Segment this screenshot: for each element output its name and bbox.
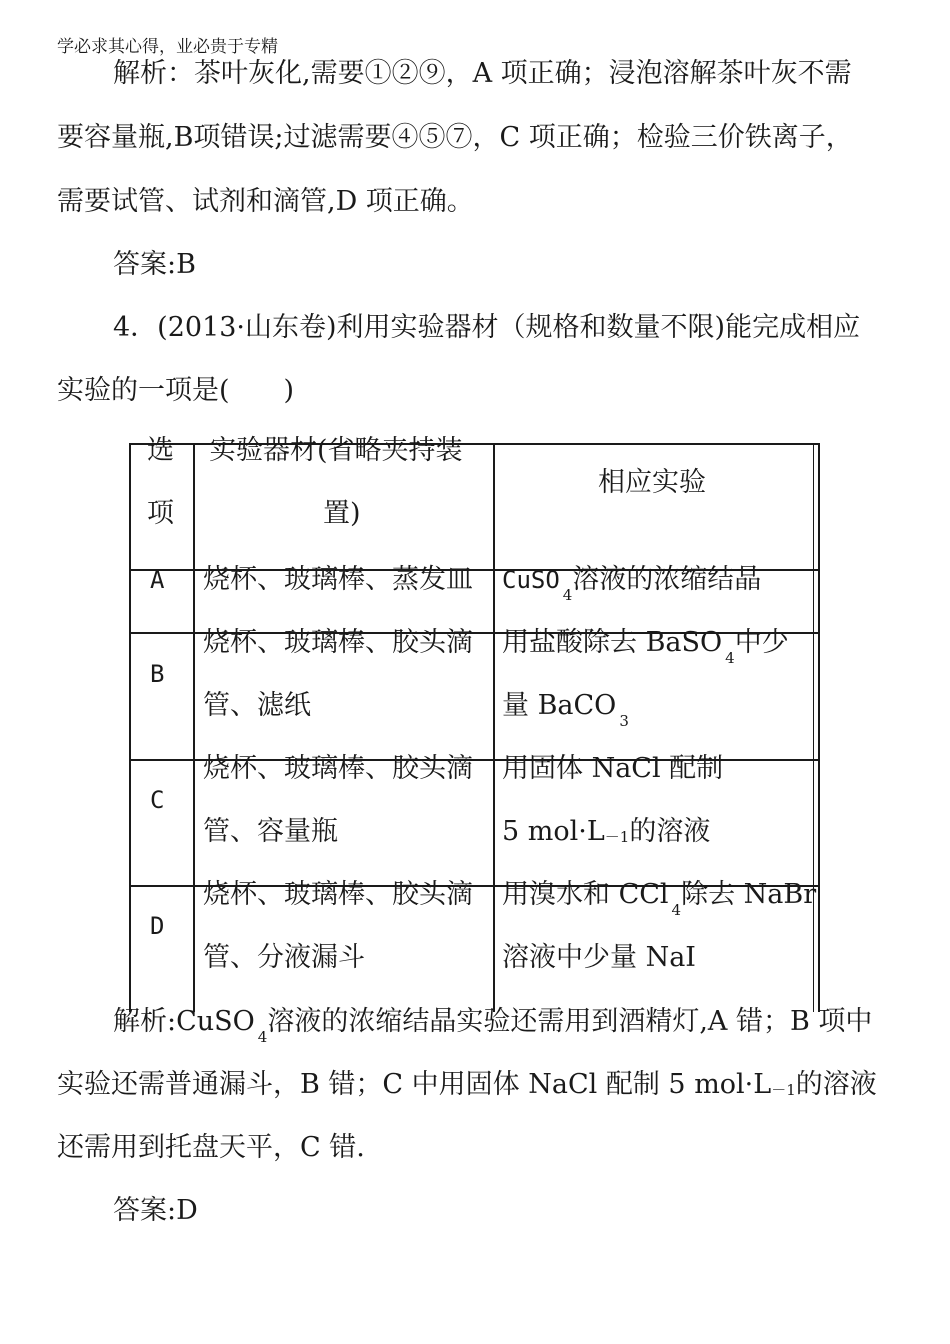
- analysis-text-3: 实验还需普通漏斗，B 错；C 中用固体 NaCl 配制 5 mol·L: [57, 1069, 772, 1100]
- analysis-line-2: [57, 1067, 877, 1106]
- row-b-equipment-line-2: 管、滤纸: [203, 690, 311, 721]
- table-col-divider-1: [193, 443, 195, 1012]
- row-d-experiment-text-2: 除去 NaBr: [681, 879, 817, 910]
- row-b-experiment-subscript-1: 4: [725, 649, 735, 667]
- row-c-experiment-line-2: [502, 814, 710, 853]
- row-a-equipment: 烧杯、玻璃棒、蒸发皿: [203, 564, 473, 595]
- row-d-experiment-text-1: 用溴水和 CCl: [502, 879, 669, 910]
- row-b-experiment-text-3: 量 BaCO: [502, 690, 617, 721]
- question-line-2: 实验的一项是( ): [57, 375, 295, 406]
- table-col-divider-2: [493, 443, 495, 1012]
- row-d-equipment-line-1: 烧杯、玻璃棒、胶头滴: [203, 879, 473, 910]
- prev-analysis-line-1: 解析：茶叶灰化,需要①②⑨，A 项正确；浸泡溶解茶叶灰不需: [113, 58, 852, 89]
- row-d-equipment-line-2: 管、分液漏斗: [203, 942, 365, 973]
- row-b-option: B: [150, 660, 165, 688]
- prev-answer: 答案:B: [113, 249, 196, 280]
- analysis-text-1: 解析:CuSO: [113, 1006, 255, 1037]
- analysis-superscript: －1: [771, 1081, 796, 1099]
- row-c-experiment-superscript: －1: [604, 828, 630, 846]
- row-c-equipment-line-1: 烧杯、玻璃棒、胶头滴: [203, 753, 473, 784]
- row-a-experiment-formula: CuSO: [502, 566, 560, 594]
- row-d-option: D: [150, 912, 165, 940]
- header-experiment: 相应实验: [598, 467, 706, 498]
- row-a-experiment-subscript: 4: [562, 586, 573, 604]
- header-option-line-2: 项: [147, 498, 174, 529]
- prev-analysis-line-3: 需要试管、试剂和滴管,D 项正确。: [57, 186, 474, 217]
- answer: 答案:D: [113, 1195, 198, 1226]
- row-b-experiment-line-2: [502, 688, 629, 730]
- row-a-experiment-text: 溶液的浓缩结晶: [572, 564, 762, 595]
- analysis-line-3: 还需用到托盘天平，C 错.: [57, 1132, 365, 1163]
- row-d-experiment-line-1: [502, 877, 817, 919]
- analysis-subscript: 4: [257, 1028, 268, 1046]
- row-b-experiment-subscript-2: 3: [619, 712, 629, 730]
- analysis-text-2: 溶液的浓缩结晶实验还需用到酒精灯,A 错；B 项中: [267, 1006, 873, 1037]
- table-border-right-inner: [813, 443, 814, 1012]
- row-c-experiment-line-1: 用固体 NaCl 配制: [502, 753, 724, 784]
- row-a-experiment: [502, 562, 762, 604]
- row-d-experiment-subscript: 4: [671, 901, 682, 919]
- header-option-line-1: 选: [147, 435, 174, 466]
- row-b-experiment-text-1: 用盐酸除去 BaSO: [502, 627, 723, 658]
- table-border-right: [818, 443, 820, 1012]
- question-line-1: 4．(2013·山东卷)利用实验器材（规格和数量不限)能完成相应: [113, 312, 861, 343]
- row-b-experiment-line-1: [502, 625, 789, 667]
- row-d-experiment-line-2: 溶液中少量 NaI: [502, 942, 696, 973]
- row-c-experiment-text-2: 的溶液: [629, 816, 711, 847]
- header-equipment-line-1: 实验器材(省略夹持装: [209, 435, 463, 466]
- header-equipment-line-2: 置): [323, 498, 361, 529]
- prev-analysis-line-2: 要容量瓶,B项错误;过滤需要④⑤⑦，C 项正确；检验三价铁离子，: [57, 122, 853, 153]
- row-b-equipment-line-1: 烧杯、玻璃棒、胶头滴: [203, 627, 473, 658]
- row-a-option: A: [150, 566, 165, 594]
- analysis-line-1: [113, 1004, 873, 1046]
- analysis-text-4: 的溶液: [795, 1069, 877, 1100]
- row-c-equipment-line-2: 管、容量瓶: [203, 816, 338, 847]
- row-c-option: C: [150, 786, 165, 814]
- table-border-left: [129, 443, 131, 1012]
- row-b-experiment-text-2: 中少: [734, 627, 789, 658]
- row-c-experiment-text-1: 5 mol·L: [502, 816, 605, 847]
- header-note: 学必求其心得，业必贵于专精: [57, 37, 278, 57]
